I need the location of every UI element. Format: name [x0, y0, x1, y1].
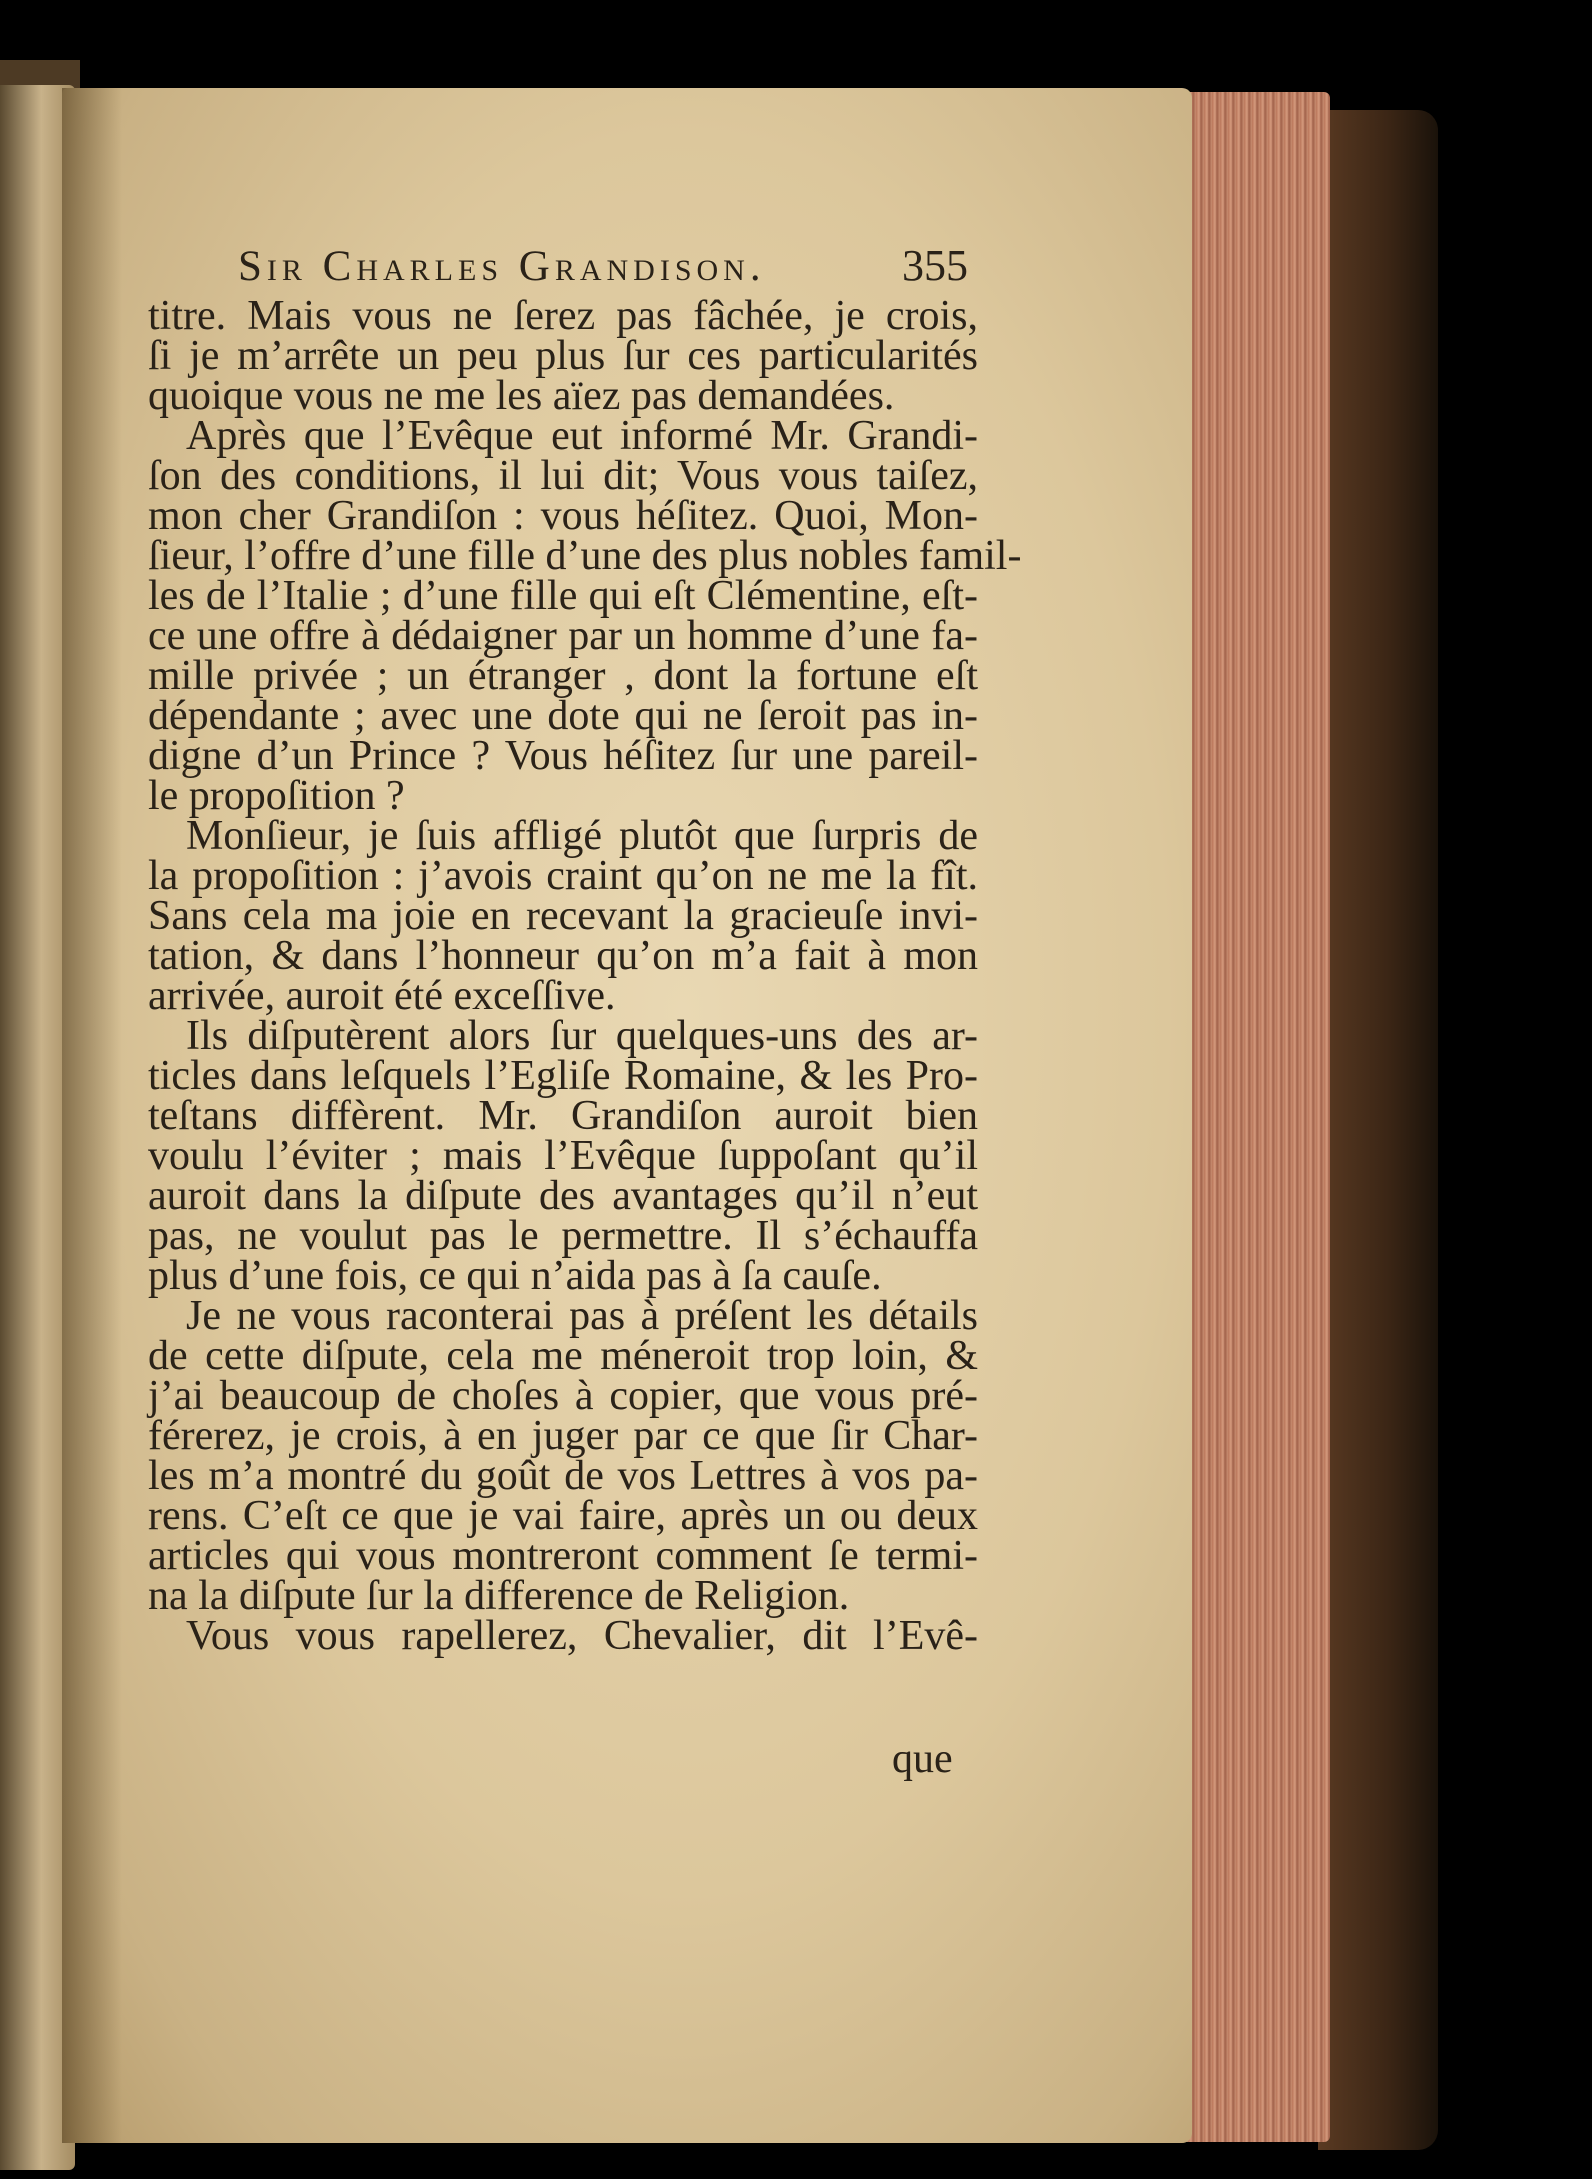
text-line: mon cher Grandiſon : vous héſitez. Quoi, Mon-: [148, 493, 978, 539]
text-line: quoique vous ne me les aïez pas demandées.: [148, 373, 895, 419]
body-text: [148, 293, 1022, 1659]
text-line: j’ai beaucoup de choſes à copier, que vous pré-: [148, 1373, 978, 1419]
running-header: [238, 240, 968, 291]
text-line: ticles dans leſquels l’Egliſe Romaine, & les Pro-: [148, 1053, 978, 1099]
text-line: la propoſition : j’avois craint qu’on ne me la fît.: [148, 853, 978, 899]
text-line: férerez, je crois, à en juger par ce que ſir Char-: [148, 1413, 978, 1459]
text-line: Monſieur, je ſuis affligé plutôt que ſurpris de: [186, 813, 978, 859]
page-edges: [1180, 92, 1330, 2142]
page-gutter-shadow: [62, 88, 122, 2143]
text-line: digne d’un Prince ? Vous héſitez ſur une pareil-: [148, 733, 978, 779]
page-number: 355: [902, 241, 968, 290]
text-line: ſieur, l’offre d’une fille d’une des plus nobles famil-: [148, 533, 1022, 579]
text-line: Je ne vous raconterai pas à préſent les détails: [186, 1293, 978, 1339]
text-line: ce une offre à dédaigner par un homme d’une fa-: [148, 613, 978, 659]
text-line: mille privée ; un étranger , dont la fortune eſt: [148, 653, 978, 699]
text-line: Ils diſputèrent alors ſur quelques-uns des ar-: [186, 1013, 978, 1059]
text-line: Sans cela ma joie en recevant la gracieuſe invi-: [148, 893, 978, 939]
text-line: Vous vous rapellerez, Chevalier, dit l’Evê-: [186, 1613, 978, 1659]
text-line: titre. Mais vous ne ſerez pas fâchée, je crois,: [148, 293, 978, 339]
text-line: dépendante ; avec une dote qui ne ſeroit pas in-: [148, 693, 978, 739]
catchword: que: [892, 1736, 953, 1782]
text-line: ſi je m’arrête un peu plus ſur ces particularités: [148, 333, 978, 379]
text-line: de cette diſpute, cela me méneroit trop loin, &: [148, 1333, 978, 1379]
text-line: articles qui vous montreront comment ſe termi-: [148, 1533, 978, 1579]
text-line: plus d’une fois, ce qui n’aida pas à ſa cauſe.: [148, 1253, 882, 1299]
text-line: tation, & dans l’honneur qu’on m’a fait à mon: [148, 933, 978, 979]
text-line: ſon des conditions, il lui dit; Vous vous taiſez,: [148, 453, 978, 499]
text-line: pas, ne voulut pas le permettre. Il s’échauffa: [148, 1213, 978, 1259]
text-line: auroit dans la diſpute des avantages qu’il n’eut: [148, 1173, 978, 1219]
text-line: les m’a montré du goût de vos Lettres à vos pa-: [148, 1453, 978, 1499]
text-line: arrivée, auroit été exceſſive.: [148, 973, 616, 1019]
text-line: le propoſition ?: [148, 773, 405, 819]
right-cover: [1318, 110, 1438, 2150]
running-title: Sir Charles Grandison.: [238, 243, 766, 290]
text-line: rens. C’eſt ce que je vai faire, après un ou deux: [148, 1493, 978, 1539]
text-line: voulu l’éviter ; mais l’Evêque ſuppoſant qu’il: [148, 1133, 978, 1179]
text-line: les de l’Italie ; d’une fille qui eſt Clémentine, eſt-: [148, 573, 978, 619]
text-line: Après que l’Evêque eut informé Mr. Grandi-: [186, 413, 978, 459]
text-line: na la diſpute ſur la difference de Religion.: [148, 1573, 850, 1619]
text-line: teſtans diffèrent. Mr. Grandiſon auroit bien: [148, 1093, 978, 1139]
